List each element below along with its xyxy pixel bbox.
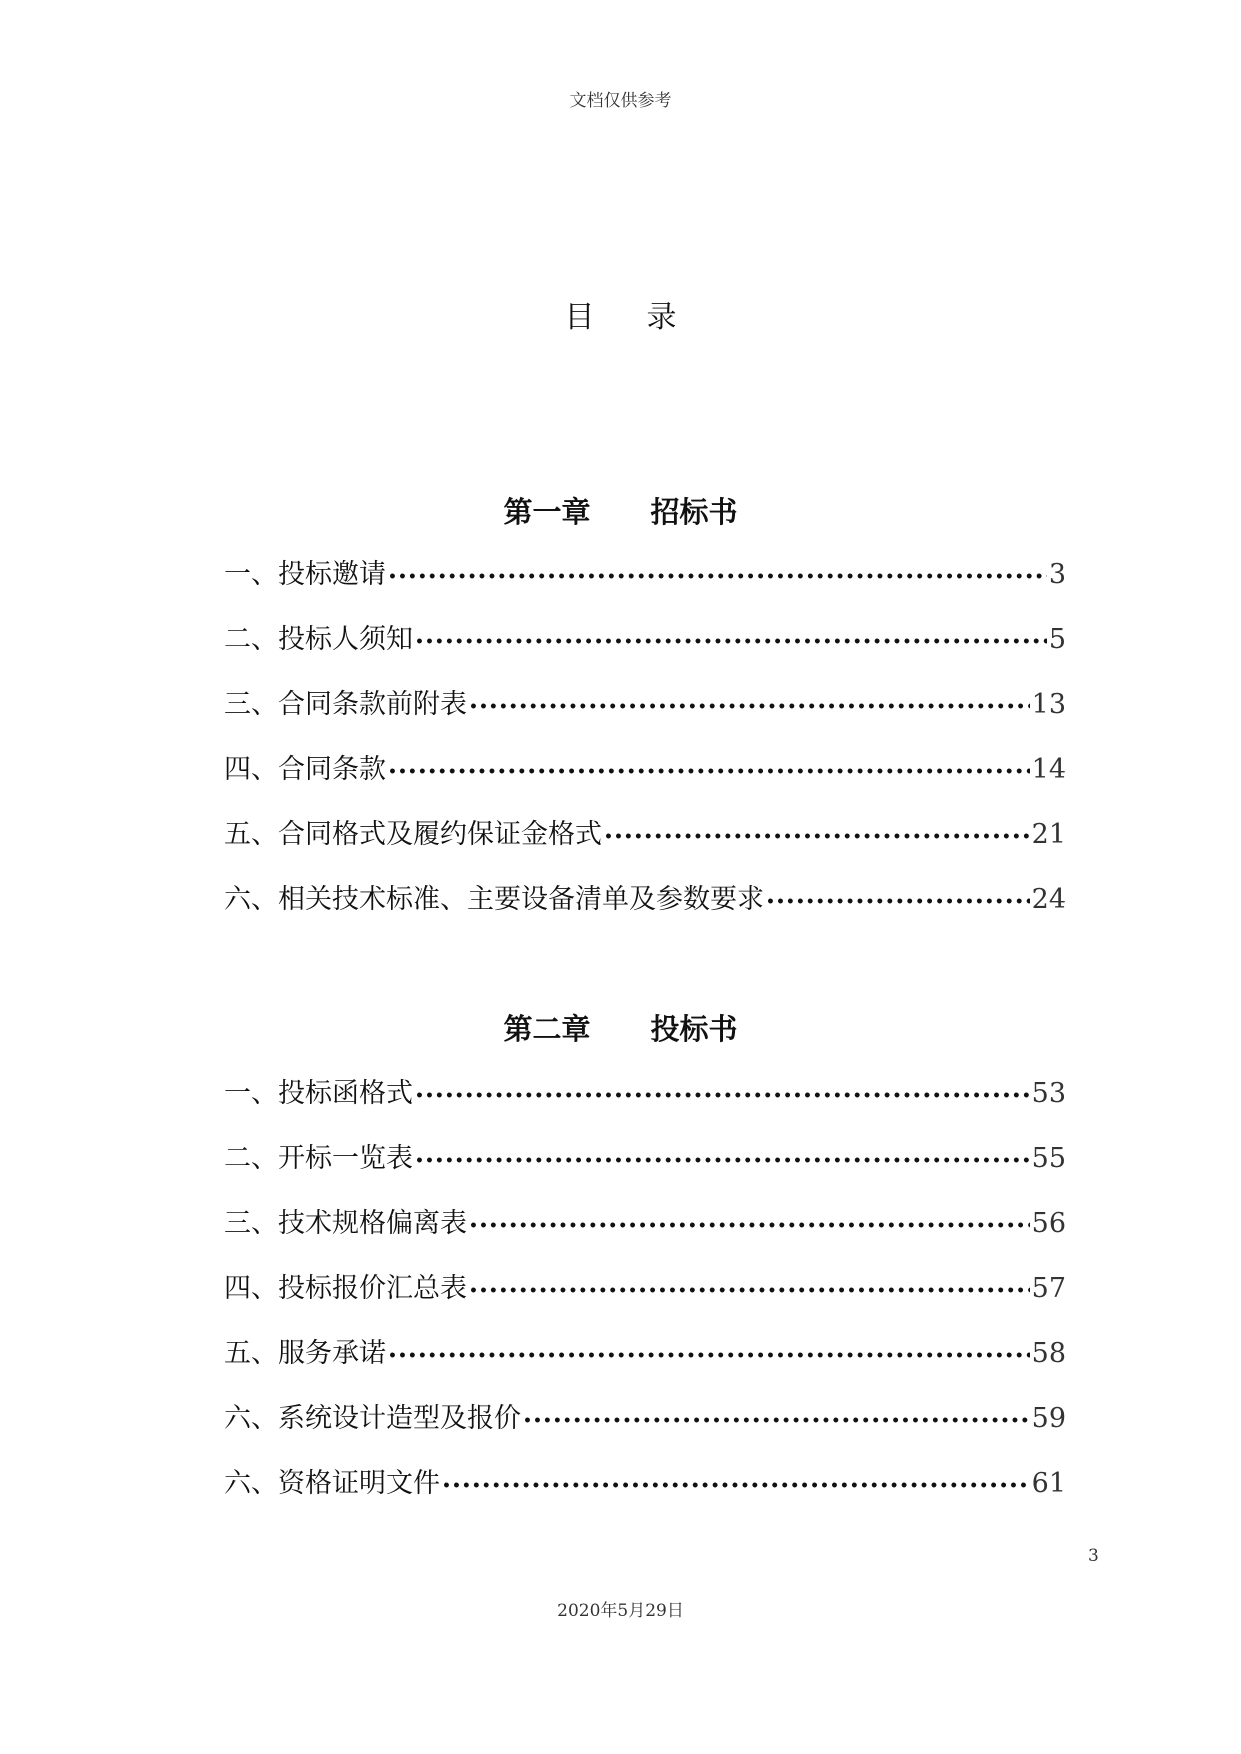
toc-entry-label: 一、投标邀请 — [224, 559, 386, 590]
toc-title: 目录 — [564, 300, 729, 335]
toc-entry-page: 5 — [1048, 624, 1066, 655]
toc-entry-page: 24 — [1031, 884, 1066, 915]
toc-leader-dots — [415, 624, 1047, 655]
toc-leader-dots — [442, 1468, 1030, 1499]
document-header: 文档仅供参考 — [569, 91, 672, 111]
toc-entry-label: 三、合同条款前附表 — [224, 689, 467, 720]
toc-entry-page: 58 — [1031, 1338, 1066, 1369]
toc-entry-page: 57 — [1031, 1273, 1066, 1304]
toc-leader-dots — [388, 754, 1030, 785]
toc-entry[interactable] — [224, 1266, 1066, 1331]
toc-leader-dots — [469, 689, 1030, 720]
toc-entry[interactable] — [224, 617, 1066, 682]
toc-entry-page: 59 — [1031, 1403, 1066, 1434]
toc-entry-label: 六、相关技术标准、主要设备清单及参数要求 — [224, 884, 764, 915]
toc-entry[interactable] — [224, 1396, 1066, 1461]
toc-entry[interactable] — [224, 877, 1066, 942]
toc-entry-page: 61 — [1031, 1468, 1066, 1499]
toc-entry[interactable] — [224, 1461, 1066, 1526]
chapter-number: 第一章 — [503, 495, 591, 529]
toc-leader-dots — [766, 884, 1030, 915]
toc-entry-label: 六、系统设计造型及报价 — [224, 1403, 521, 1434]
toc-entry-page: 53 — [1031, 1078, 1066, 1109]
toc-list-chapter-2 — [224, 1071, 1066, 1526]
toc-entry-label: 一、投标函格式 — [224, 1078, 413, 1109]
toc-entry-label: 六、资格证明文件 — [224, 1468, 440, 1499]
toc-entry[interactable] — [224, 1201, 1066, 1266]
toc-entry-label: 五、服务承诺 — [224, 1338, 386, 1369]
toc-leader-dots — [469, 1273, 1030, 1304]
toc-entry-label: 二、投标人须知 — [224, 624, 413, 655]
footer-date: 2020年5月29日 — [557, 1601, 684, 1621]
toc-leader-dots — [523, 1403, 1030, 1434]
toc-entry[interactable] — [224, 747, 1066, 812]
toc-list-chapter-1 — [224, 552, 1066, 942]
toc-entry[interactable] — [224, 1331, 1066, 1396]
toc-entry[interactable] — [224, 812, 1066, 877]
toc-entry[interactable] — [224, 1136, 1066, 1201]
toc-entry[interactable] — [224, 1071, 1066, 1136]
toc-entry-page: 3 — [1048, 559, 1066, 590]
toc-leader-dots — [388, 559, 1047, 590]
toc-entry-page: 21 — [1031, 819, 1066, 850]
chapter-heading-1 — [0, 490, 1241, 531]
toc-entry-label: 五、合同格式及履约保证金格式 — [224, 819, 602, 850]
toc-entry-page: 55 — [1031, 1143, 1066, 1174]
chapter-name: 投标书 — [650, 1012, 738, 1046]
toc-leader-dots — [469, 1208, 1030, 1239]
toc-entry-label: 四、投标报价汇总表 — [224, 1273, 467, 1304]
toc-entry-label: 三、技术规格偏离表 — [224, 1208, 467, 1239]
toc-entry[interactable] — [224, 552, 1066, 617]
page-number: 3 — [1088, 1546, 1099, 1566]
toc-entry-label: 四、合同条款 — [224, 754, 386, 785]
toc-entry[interactable] — [224, 682, 1066, 747]
toc-leader-dots — [415, 1143, 1030, 1174]
chapter-number: 第二章 — [503, 1012, 591, 1046]
toc-entry-page: 14 — [1031, 754, 1066, 785]
toc-leader-dots — [604, 819, 1030, 850]
chapter-heading-2 — [0, 1007, 1241, 1048]
toc-entry-page: 56 — [1031, 1208, 1066, 1239]
toc-entry-label: 二、开标一览表 — [224, 1143, 413, 1174]
toc-leader-dots — [388, 1338, 1030, 1369]
toc-leader-dots — [415, 1078, 1030, 1109]
toc-entry-page: 13 — [1031, 689, 1066, 720]
chapter-name: 招标书 — [650, 495, 738, 529]
